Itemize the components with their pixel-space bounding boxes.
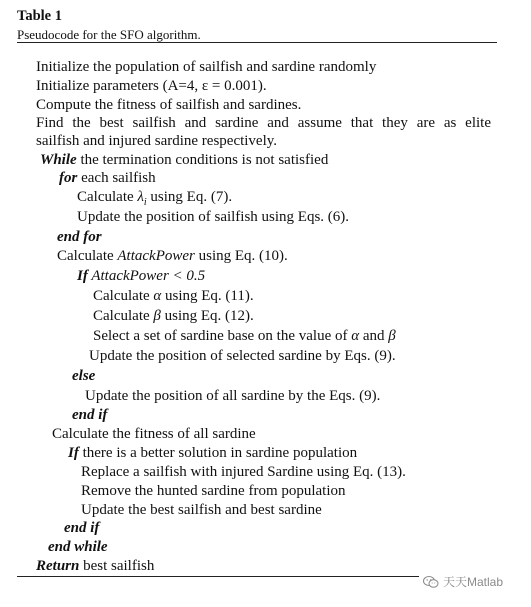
math-beta: β [388,328,396,344]
keyword-while: While [40,152,77,168]
pseudocode-line-10 [57,228,102,246]
watermark-text: 天天Matlab [443,575,504,589]
math-alpha: α [153,288,162,304]
table-caption: Pseudocode for the SFO algorithm. [17,27,201,42]
pseudocode-line-11 [57,247,288,265]
math-lambda: λ [137,189,144,205]
keyword-end-while: end while [48,539,108,555]
line-text: Calculate [77,189,138,205]
pseudocode-line-3: Compute the fitness of sailfish and sardines. [36,97,302,113]
math-subscript: i [143,197,147,208]
line-text: each sailfish [77,170,156,186]
pseudocode-line-4: Find the best sailfish and sardine and assume that they are as elite [36,115,491,131]
keyword-end-for: end for [57,229,102,245]
condition-text: AttackPower < 0.5 [87,268,206,284]
pseudocode-line-6 [40,151,328,169]
pseudocode-line-25 [64,519,99,537]
line-text: the termination conditions is not satisfied [76,152,329,168]
math-beta: β [153,308,161,324]
pseudocode-line-1: Initialize the population of sailfish and sardine randomly [36,59,377,75]
math-attackpower: AttackPower [117,248,195,264]
pseudocode-line-7 [59,169,156,187]
line-text: and [359,328,389,344]
line-text: Calculate [57,248,118,264]
pseudocode-line-16: Update the position of selected sardine by Eqs. (9). [89,348,396,364]
pseudocode-line-5: sailfish and injured sardine respectively. [36,133,278,149]
line-text: using Eq. (7). [146,189,233,205]
keyword-end-if: end if [64,520,100,536]
keyword-end-if: end if [72,407,108,423]
keyword-return: Return [36,558,80,574]
line-text: Calculate [93,308,154,324]
keyword-if: If [77,268,88,284]
bottom-rule [17,576,419,577]
pseudocode-line-17 [72,367,95,385]
keyword-for: for [59,170,78,186]
keyword-else: else [72,368,96,384]
pseudocode-line-9: Update the position of sailfish using Eqs. (6). [77,209,350,225]
top-rule [17,42,497,43]
table-label: Table 1 [17,8,62,24]
pseudocode-line-15 [93,327,396,345]
line-text: using Eq. (10). [194,248,288,264]
pseudocode-line-13 [93,287,254,305]
line-text: using Eq. (12). [160,308,254,324]
pseudocode-line-19 [72,406,107,424]
pseudocode-line-21 [68,444,357,462]
pseudocode-line-24: Update the best sailfish and best sardine [81,502,322,518]
pseudocode-line-22: Replace a sailfish with injured Sardine using Eq. (13). [81,464,406,480]
pseudocode-line-20: Calculate the fitness of all sardine [52,426,256,442]
line-text: Select a set of sardine base on the value of [93,328,352,344]
pseudocode-line-26 [48,538,108,556]
pseudocode-line-18: Update the position of all sardine by the Eqs. (9). [85,388,381,404]
line-text: there is a better solution in sardine population [78,445,358,461]
pseudocode-line-14 [93,307,254,325]
pseudocode-line-2: Initialize parameters (A=4, ε = 0.001). [36,78,267,94]
line-text: best sailfish [79,558,155,574]
line-text: Calculate [93,288,154,304]
pseudocode-line-12 [77,267,205,285]
pseudocode-line-23: Remove the hunted sardine from population [81,483,346,499]
pseudocode-line-27 [36,557,154,575]
watermark [423,573,503,590]
math-alpha: α [351,328,360,344]
keyword-if: If [68,445,79,461]
wechat-icon [423,575,439,589]
line-text: using Eq. (11). [161,288,254,304]
